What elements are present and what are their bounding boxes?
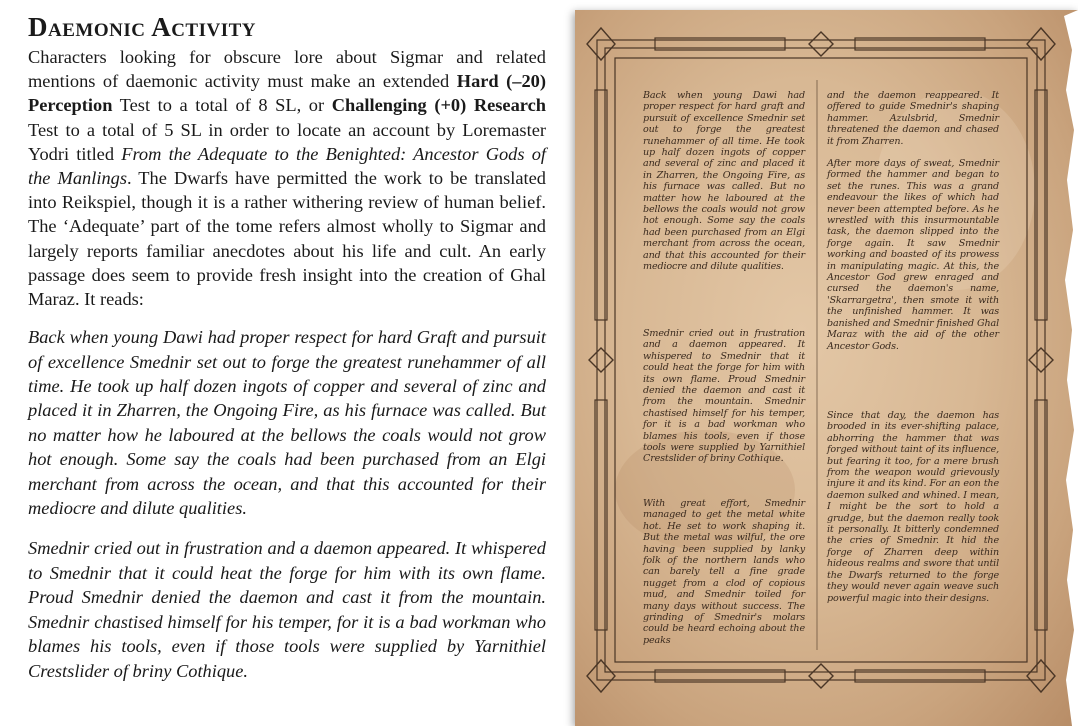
handout-col2-c: Since that day, the daemon has brooded in its ever-shifting palace, abhorring the hammer that was forged without taint of its influence, but fearing it too, for a mere brush from the weapon would grievously injure it and its kind. For an eon the daemon sulked and whined. I mean, I might be the sort to hold a grudge, but the daemon really took it personally. It bitterly condemned the cries of Smednir. It hid the forge of Zharren deep within hideous realms and swore that until the Dwarfs returned to the forge they would never again weave such powerful magic into their designs. [827, 410, 999, 604]
intro-paragraph [28, 45, 546, 311]
handout-col1-c: With great effort, Smednir managed to get the metal white hot. He set to work shaping it. But the metal was wilful, the ore having been supplied by lanky folk of the northern lands who can barely tell a fine grade nugget from a clod of copious mud, and Smednir toiled for many days without success. The grinding of Smednir's molars could be heard echoing about the peaks [643, 498, 805, 646]
handout-col1-b: Smednir cried out in frustration and a daemon appeared. It whispered to Smednir that it could heat the forge for him with its own flame. Proud Smednir denied the daemon and cast it from the mountain. Smednir chastised himself for his temper, for it is a bad workman who blames his tools, even if those tools were supplied by Yarnithiel Crestslider of briny Cothique. [643, 328, 805, 465]
intro-text-3: Test to a total of 5 SL in order to locate an account by Loremaster Yodri titled [28, 119, 546, 164]
intro-text-1: Characters looking for obscure lore about Sigmar and related mentions of daemonic activity must make an extended [28, 47, 546, 92]
section-heading: Daemonic Activity [28, 12, 256, 42]
handout-col1-a: Back when young Dawi had proper respect for hard graft and pursuit of excellence Smednir set out to forge the greatest runehammer of all time. He took up half dozen ingots of copper and several of zinc and placed it in Zharren, the Ongoing Fire, as his furnace was called. But no matter how he laboured at the bellows the coals would not grow hot enough. Some say the coals had been purchased from an Elgi merchant from across the ocean, and that this accounted for their mediocre and dilute qualities. [643, 90, 805, 273]
parchment-handout [575, 10, 1078, 726]
handout-col2-a: and the daemon reappeared. It offered to guide Smednir's shaping hammer. Azulsbrid, Smednir threatened the daemon and chased it from Zharren. [827, 90, 999, 147]
intro-text-4: . The Dwarfs have permitted the work to be translated into Reikspiel, though it is a rather withering review of human belief. The ‘Adequate’ part of the tome refers almost wholly to Sigmar and largely reports familiar anecdotes about his life and cult. An early passage does seem to provide fresh insight into the creation of Ghal Maraz. It reads: [28, 168, 546, 310]
intro-bold-research: Challenging (+0) Research [331, 95, 546, 116]
handout-col2-b: After more days of sweat, Smednir formed the hammer and began to set the runes. This was a grand endeavour the likes of which had never been attempted before. As he wrestled with this insurmountable task, the daemon slipped into the forge again. It saw Smednir working and boasted of its prowess in manipulating magic. At this, the Ancestor God grew enraged and cursed the daemon's name, 'Skarrargetra', then smote it with the unfinished hammer. It was banished and Smednir finished Ghal Maraz with the aid of the other Ancestor Gods. [827, 158, 999, 352]
torn-edge [1064, 10, 1078, 726]
book-title: From the Adequate to the Benighted: Ancestor Gods of the Manlings [28, 143, 546, 189]
quote-paragraph-2: Smednir cried out in frustration and a daemon appeared. It whispered to Smednir that it could heat the forge for him with its own flame. Proud Smednir denied the daemon and cast it from the mountain. Smednir chastised himself for his temper, for it is a bad workman who blames his tools, even if those tools were supplied by Yarnithiel Crestslider of briny Cothique. [28, 538, 546, 681]
rules-text-column [28, 12, 546, 683]
intro-text-2: Test to a total of 8 SL, or [112, 95, 332, 116]
quote-paragraph-1: Back when young Dawi had proper respect for hard Graft and pursuit of excellence Smednir set out to forge the greatest runehammer of all time. He took up half dozen ingots of copper and several of zinc and placed it in Zharren, the Ongoing Fire, as his furnace was called. But no matter how he laboured at the bellows the coals would not grow hot enough. Some say the coals had been purchased from an Elgi merchant from across the ocean, and that this accounted for their mediocre and dilute qualities. [28, 327, 546, 519]
intro-bold-perception: Hard (–20) Perception [28, 71, 546, 116]
